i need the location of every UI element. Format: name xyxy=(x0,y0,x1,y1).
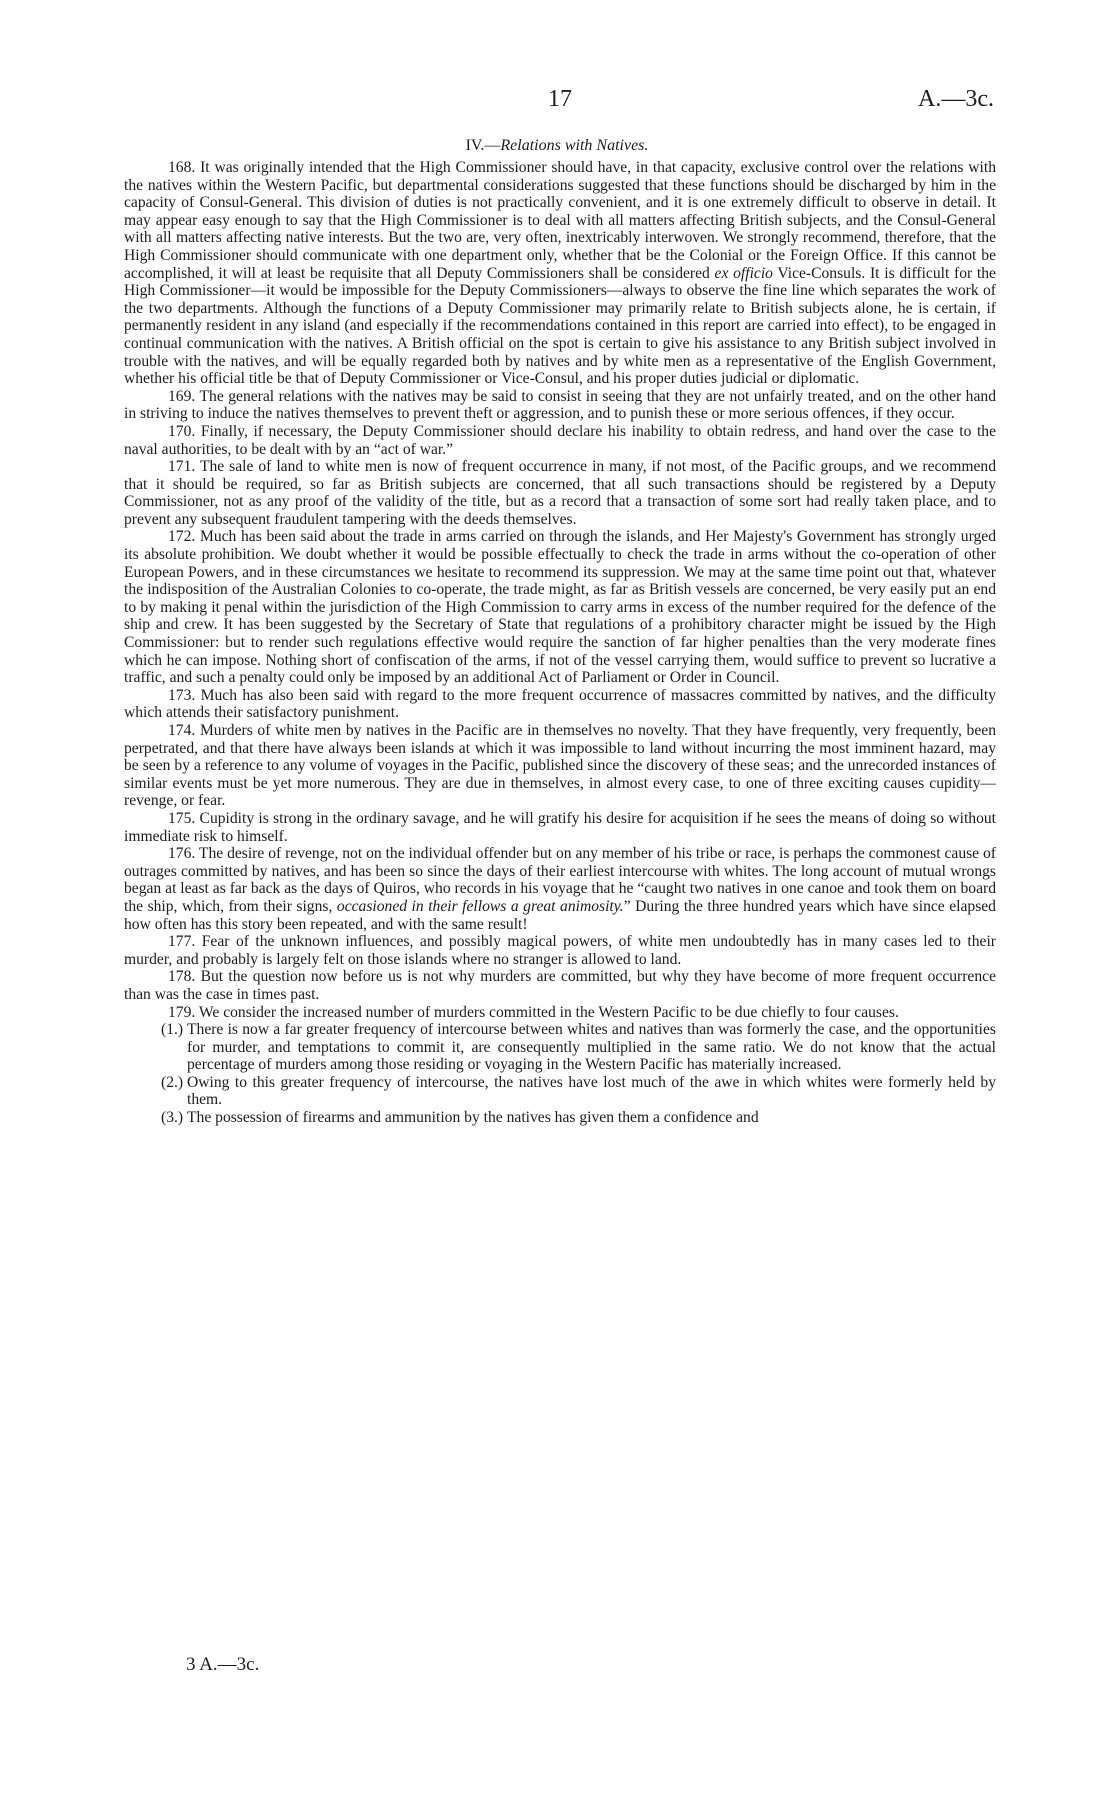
cause-number: (1.) xyxy=(161,1021,184,1039)
paragraph-168-part1: 168. It was originally intended that the High Commissioner should have, in that capacity, exclusive control over the relations with the natives within the Western Pacific, but departmental considerations suggested that these functions should be discharged by him in the capacity of Consul-General. This division of duties is not practically convenient, and it is one extremely difficult to observe in detail. It may appear easy enough to say that the High Commissioner is to deal with all matters affecting British subjects, and the Consul-General with all matters affecting native interests. But the two are, very often, inextricably interwoven. We strongly recommend, therefore, that the High Commissioner should communicate with one department only, whether that be the Colonial or the Foreign Office. If this cannot be accomplished, it will at least be requisite that all Deputy Commissioners shall be considered xyxy=(124,159,996,282)
cause-item xyxy=(124,1021,996,1074)
paragraph-168 xyxy=(124,159,996,388)
paragraph-175: 175. Cupidity is strong in the ordinary savage, and he will gratify his desire for acquisition if he sees the means of doing so without immediate risk to himself. xyxy=(124,809,996,845)
section-heading xyxy=(0,137,1114,155)
cause-number: (3.) xyxy=(161,1109,184,1127)
paragraph-179: 179. We consider the increased number of murders committed in the Western Pacific to be due chiefly to four causes. xyxy=(168,1003,899,1021)
paragraph-176 xyxy=(124,845,996,933)
paragraph-168-part2: Vice-Consuls. It is difficult for the High Commissioner—it would be impossible for the Deputy Commissioners—always to observe the fine line which separates the work of the two departments. Although the functions of a Deputy Commissioner may primarily relate to British subjects alone, he is certain, if permanently resident in any island (and especially if the recommendations contained in this report are carried into effect), to be engaged in continual communication with the natives. A British official on the spot is certain to give his assistance to any British subject involved in trouble with the natives, and will be equally regarded both by natives and by white men as a representative of the English Government, whether his official title be that of Deputy Commissioner or Vice-Consul, and his proper duties judicial or diplomatic. xyxy=(124,264,996,388)
body-text xyxy=(124,159,996,1127)
page-number: 17 xyxy=(548,86,572,112)
signature-mark: 3 A.—3c. xyxy=(186,1654,260,1675)
cause-item xyxy=(124,1074,996,1109)
cause-item xyxy=(124,1109,996,1127)
paragraph-177: 177. Fear of the unknown influences, and possibly magical powers, of white men undoubtedly has in many cases led to their murder, and probably is largely felt on those islands where no stranger is allowed to land. xyxy=(124,933,996,968)
paragraph-168-italic: ex officio xyxy=(714,264,773,282)
paragraph-172: 172. Much has been said about the trade in arms carried on through the islands, and Her Majesty's Government has strongly urged its absolute prohibition. We doubt whether it would be possible effectually to check the trade in arms without the co-operation of other European Powers, and in these circumstances we hesitate to recommend its suppression. We may at the same time point out that, whatever the indisposition of the Australian Colonies to co-operate, the trade might, as far as British vessels are concerned, be very easily put an end to by making it penal within the jurisdiction of the High Commission to carry arms in excess of the number required for the defence of the ship and crew. It has been suggested by the Secretary of State that regulations of a prohibitory character might be issued by the High Commissioner: but to render such regulations effective would require the sanction of far higher penalties than the very moderate fines which he can impose. Nothing short of confiscation of the arms, if not of the vessel carrying them, would suffice to prevent so lucrative a traffic, and such a penalty could only be imposed by an additional Act of Parliament or Order in Council. xyxy=(124,528,996,687)
document-reference: A.—3c. xyxy=(918,86,994,112)
section-title: Relations with Natives. xyxy=(500,137,649,154)
paragraph-174: 174. Murders of white men by natives in the Pacific are in themselves no novelty. That they have frequently, very frequently, been perpetrated, and that there have always been islands at which it was impossible to land without incurring the most imminent hazard, may be seen by a reference to any volume of voyages in the Pacific, published since the discovery of these seas; and the unrecorded instances of similar events must be yet more numerous. They are due in themselves, in almost every case, to one of three exciting causes cupidity—revenge, or fear. xyxy=(124,722,996,810)
paragraph-170: 170. Finally, if necessary, the Deputy Commissioner should declare his inability to obtain redress, and hand over the case to the naval authorities, to be dealt with by an “act of war.” xyxy=(124,422,996,458)
paragraph-176-part2: ” During the three hundred years which have since elapsed how often has this story been repeated, and with the same result! xyxy=(124,897,996,933)
paragraph-176-italic: occasioned in their fellows a great animosity. xyxy=(336,897,624,915)
paragraph-178: 178. But the question now before us is not why murders are committed, but why they have become of more frequent occurrence than was the case in times past. xyxy=(124,968,996,1003)
paragraph-176-part1: 176. The desire of revenge, not on the individual offender but on any member of his tribe or race, is perhaps the commonest cause of outrages committed by natives, and has been so since the days of their earliest intercourse with whites. The long account of mutual wrongs began at least as far back as the days of Quiros, who records in his voyage that he “caught two natives in one canoe and took them on board the ship, which, from their signs, xyxy=(124,845,996,915)
paragraph-169: 169. The general relations with the natives may be said to consist in seeing that they are not unfairly treated, and on the other hand in striving to induce the natives themselves to prevent theft or aggression, and to punish these or more serious offences, if they occur. xyxy=(124,387,996,423)
cause-text: There is now a far greater frequency of intercourse between whites and natives than was formerly the case, and the opportunities for murder, and temptations to commit it, are consequently multiplied in the same ratio. We do not know that the actual percentage of murders among those residing or voyaging in the Western Pacific has materially increased. xyxy=(187,1021,996,1074)
paragraph-171: 171. The sale of land to white men is now of frequent occurrence in many, if not most, of the Pacific groups, and we recommend that it should be required, so far as British subjects are concerned, that all such transactions should be registered by a Deputy Commissioner, not as any proof of the validity of the title, but as a record that a transaction of some sort had really taken place, and to prevent any subsequent fraudulent tampering with the deeds themselves. xyxy=(124,458,996,528)
causes-list xyxy=(124,1021,996,1127)
cause-text: Owing to this greater frequency of intercourse, the natives have lost much of the awe in which whites were formerly held by them. xyxy=(187,1073,996,1109)
paragraph-173: 173. Much has also been said with regard to the more frequent occurrence of massacres committed by natives, and the difficulty which attends their satisfactory punishment. xyxy=(124,686,996,722)
section-prefix: IV.— xyxy=(465,137,501,154)
cause-text: The possession of firearms and ammunition by the natives has given them a confidence and xyxy=(187,1109,759,1127)
cause-number: (2.) xyxy=(161,1073,184,1091)
